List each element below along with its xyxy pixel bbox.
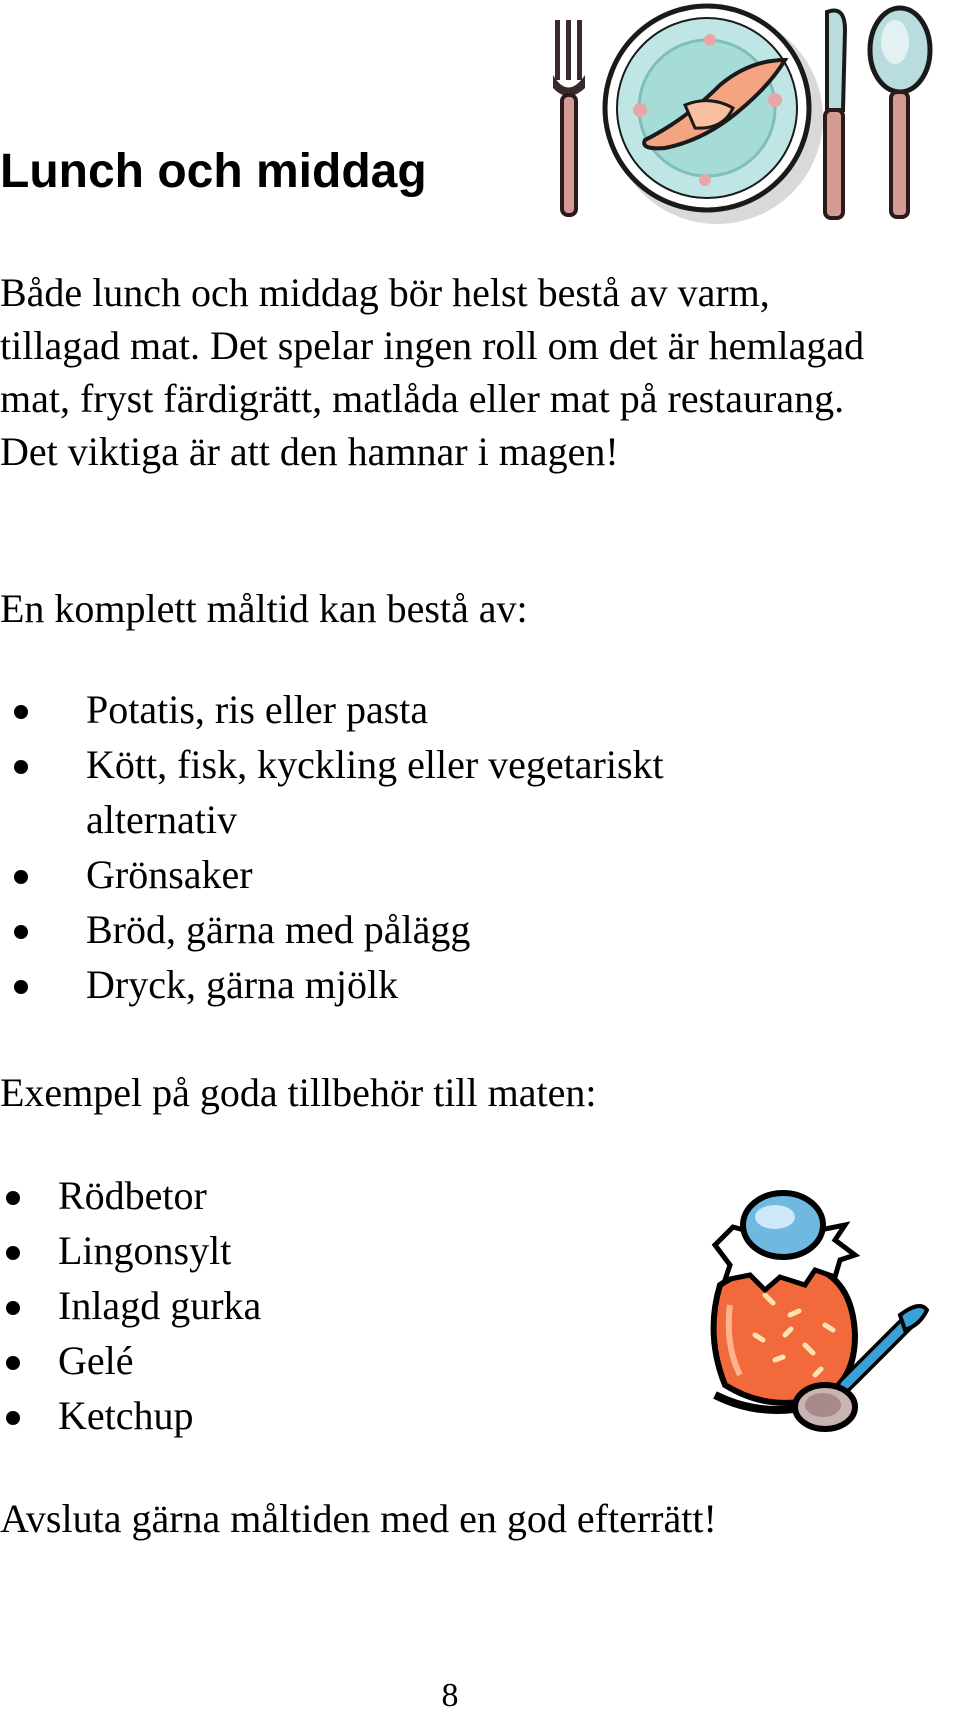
bullet-icon: [14, 705, 28, 719]
list-item: Lingonsylt: [0, 1223, 520, 1278]
fork-icon: [553, 20, 585, 215]
meal-intro: En komplett måltid kan bestå av:: [0, 586, 528, 631]
plate-icon: [605, 6, 809, 210]
bullet-icon: [14, 980, 28, 994]
bullet-icon: [6, 1356, 20, 1370]
closing-sentence: Avsluta gärna måltiden med en god efterrätt!: [0, 1496, 717, 1541]
list-item: Ketchup: [0, 1388, 520, 1443]
plate-cutlery-illustration: [545, 0, 950, 230]
bullet-icon: [14, 760, 28, 774]
list-item: Kött, fisk, kyckling eller vegetariskt alternativ: [0, 737, 760, 847]
page-number: 8: [441, 1677, 459, 1714]
jam-jar-illustration: [695, 1185, 935, 1455]
list-item: Dryck, gärna mjölk: [0, 957, 760, 1012]
list-item: Grönsaker: [0, 847, 760, 902]
bullet-icon: [6, 1301, 20, 1315]
intro-paragraph: Både lunch och middag bör helst bestå av varm, tillagad mat. Det spelar ingen roll om det är hemlagad mat, fryst färdigrätt, matlåda eller mat på restaurang. Det viktiga är att den hamnar i magen!: [0, 270, 865, 474]
extras-list: [0, 1168, 520, 1443]
meal-list: [0, 682, 760, 1012]
list-item: Potatis, ris eller pasta: [0, 682, 760, 737]
spoon-icon: [870, 8, 930, 217]
page-title: Lunch och middag: [0, 145, 427, 198]
extras-intro: Exempel på goda tillbehör till maten:: [0, 1070, 597, 1115]
bullet-icon: [14, 925, 28, 939]
bullet-icon: [14, 870, 28, 884]
bullet-icon: [6, 1411, 20, 1425]
list-item: Gelé: [0, 1333, 520, 1388]
list-item: Bröd, gärna med pålägg: [0, 902, 760, 957]
knife-icon: [825, 10, 845, 218]
bullet-icon: [6, 1246, 20, 1260]
bullet-icon: [6, 1191, 20, 1205]
list-item: Rödbetor: [0, 1168, 520, 1223]
jar-icon: [714, 1193, 855, 1410]
list-item: Inlagd gurka: [0, 1278, 520, 1333]
